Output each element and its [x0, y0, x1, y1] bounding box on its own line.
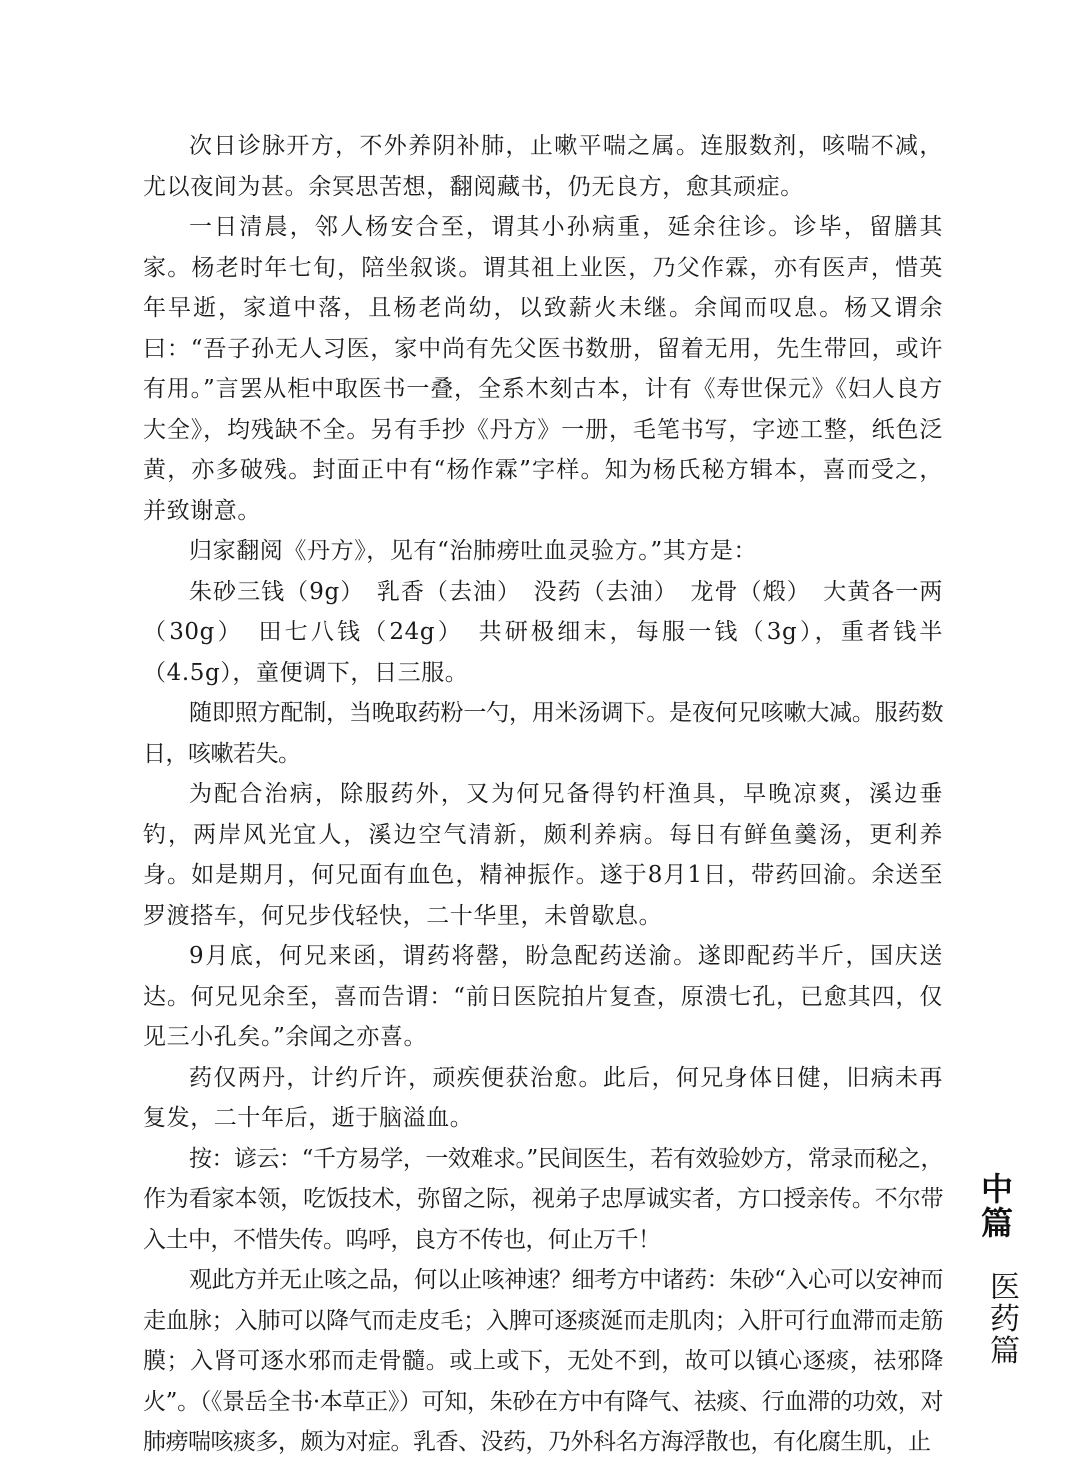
paragraph: 次日诊脉开方，不外养阴补肺，止嗽平喘之属。连服数剂，咳喘不减，尤以夜间为甚。余冥思苦想，翻阅藏书，仍无良方，愈其顽症。: [143, 133, 943, 200]
label-char: 篇: [980, 1204, 1013, 1242]
side-section-label: [968, 1172, 1018, 1368]
chapter-label: [990, 1272, 1018, 1368]
label-char: 药: [990, 1302, 1020, 1337]
part-label: [976, 1172, 1018, 1240]
paragraph: 一日清晨，邻人杨安合至，谓其小孙病重，延余往诊。诊毕，留膳其家。杨老时年七旬，陪坐叙谈。谓其祖上业医，乃父作霖，亦有医声，惜英年早逝，家道中落，且杨老尚幼，以致薪火未继。余闻而叹息。杨又谓余曰：“吾子孙无人习医，家中尚有先父医书数册，留着无用，先生带回，或许有用。”言罢从柜中取医书一叠，全系木刻古本，计有《寿世保元》《妇人良方大全》，均残缺不全。另有手抄《丹方》一册，毛笔书写，字迹工整，纸色泛黄，亦多破残。封面正中有“杨作霖”字样。知为杨氏秘方辑本，喜而受之，并致谢意。: [143, 214, 943, 524]
paragraph: 9月底，何兄来函，谓药将罄，盼急配药送渝。遂即配药半斤，国庆送达。何兄见余至，喜而告谓：“前日医院拍片复查，原溃七孔，已愈其四，仅见三小孔矣。”余闻之亦喜。: [143, 943, 943, 1050]
paragraph: 为配合治病，除服药外，又为何兄备得钓杆渔具，早晚凉爽，溪边垂钓，两岸风光宜人，溪边空气清新，颇利养病。每日有鲜鱼羹汤，更利养身。如是期月，何兄面有血色，精神振作。遂于8月1日，带药回渝。余送至罗渡搭车，何兄步伐轻快，二十华里，未曾歇息。: [143, 781, 943, 929]
commentary-paragraph: 按：谚云：“千方易学，一效难求。”民间医生，若有效验妙方，常录而秘之，作为看家本领，吃饭技术，弥留之际，视弟子忠厚诚实者，方口授亲传。不尔带入土中，不惜失传。呜呼，良方不传也，何止万千！: [143, 1145, 943, 1253]
label-char: 篇: [990, 1334, 1020, 1369]
prescription-paragraph: 朱砂三钱（9g） 乳香（去油） 没药（去油） 龙骨（煅） 大黄各一两（30g） 田七八钱（24g） 共研极细末，每服一钱（3g），重者钱半（4.5g），童便调下，日三服。: [143, 578, 943, 686]
paragraph: 药仅两丹，计约斤许，顽疾便获治愈。此后，何兄身体日健，旧病未再复发，二十年后，逝于脑溢血。: [143, 1064, 943, 1131]
paragraph: 归家翻阅《丹方》，见有“治肺痨吐血灵验方。”其方是：: [189, 538, 758, 564]
paragraph: 随即照方配制，当晚取药粉一勺，用米汤调下。是夜何兄咳嗽大减。服药数日，咳嗽若失。: [143, 700, 943, 767]
body-text: [143, 126, 943, 1463]
label-char: 中: [980, 1170, 1013, 1208]
analysis-paragraph: 观此方并无止咳之品，何以止咳神速？细考方中诸药：朱砂“入心可以安神而走血脉；入肺可以降气而走皮毛；入脾可逐痰涎而走肌肉；入肝可行血滞而走筋膜；入肾可逐水邪而走骨髓。或上或下，无处不到，故可以镇心逐痰，祛邪降火”。（《景岳全书·本草正》）可知，朱砂在方中有降气、祛痰、行血滞的功效，对肺痨喘咳痰多，颇为对症。乳香、没药，乃外科名方海浮散也，有化腐生肌，止: [143, 1267, 943, 1455]
label-char: 医: [990, 1270, 1020, 1305]
